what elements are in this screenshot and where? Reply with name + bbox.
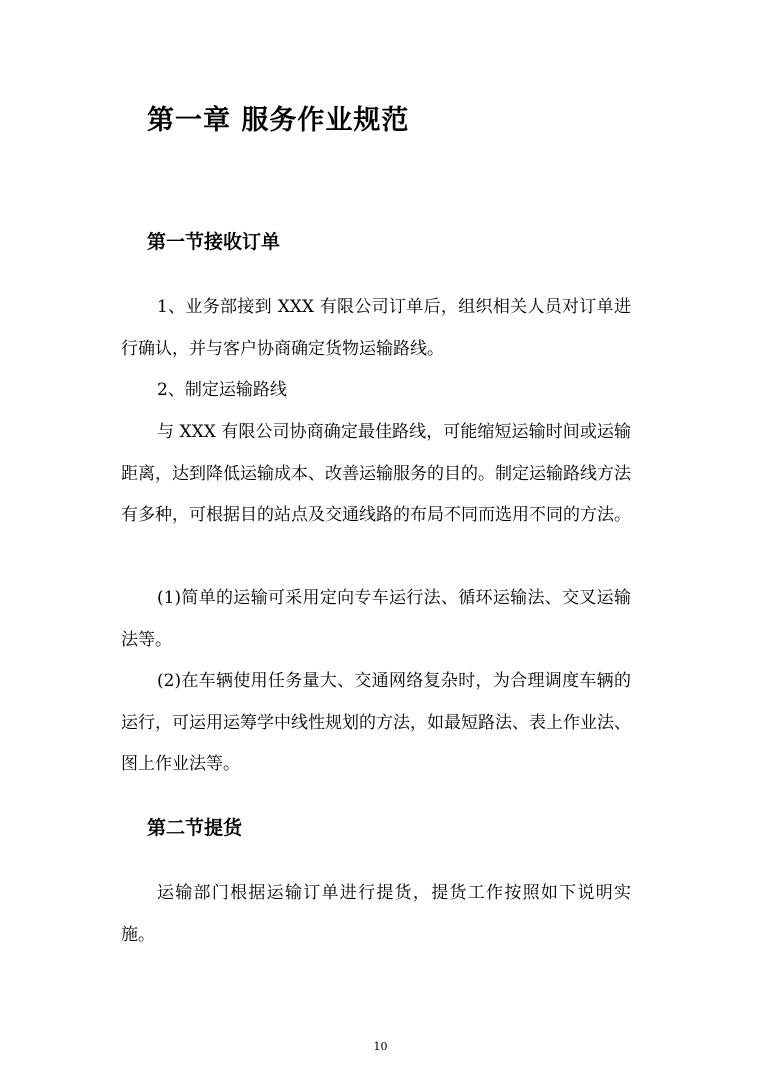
paragraph-simple-transport: (1)简单的运输可采用定向专车运行法、循环运输法、交叉运输法等。	[121, 588, 631, 650]
chapter-title: 第一章 服务作业规范	[147, 105, 410, 136]
paragraph-pickup: 运输部门根据运输订单进行提货，提货工作按照如下说明实施。	[121, 883, 631, 945]
section-title-pickup: 第二节提货	[147, 817, 243, 839]
paragraph-complex-transport: (2)在车辆使用任务量大、交通网络复杂时，为合理调度车辆的运行，可运用运筹学中线性规划的方法，如最短路法、表上作业法、图上作业法等。	[121, 671, 631, 774]
paragraph-route-heading: 2、制定运输路线	[157, 380, 287, 400]
paragraph-receive-order: 1、业务部接到 XXX 有限公司订单后，组织相关人员对订单进行确认，并与客户协商确定货物运输路线。	[121, 297, 631, 359]
paragraph-route-description: 与 XXX 有限公司协商确定最佳路线，可能缩短运输时间或运输距离，达到降低运输成本、改善运输服务的目的。制定运输路线方法有多种，可根据目的站点及交通线路的布局不同而选用不同的方法。	[121, 422, 631, 525]
page-number: 10	[373, 1040, 388, 1053]
section-title-receive-order: 第一节接收订单	[147, 231, 281, 253]
